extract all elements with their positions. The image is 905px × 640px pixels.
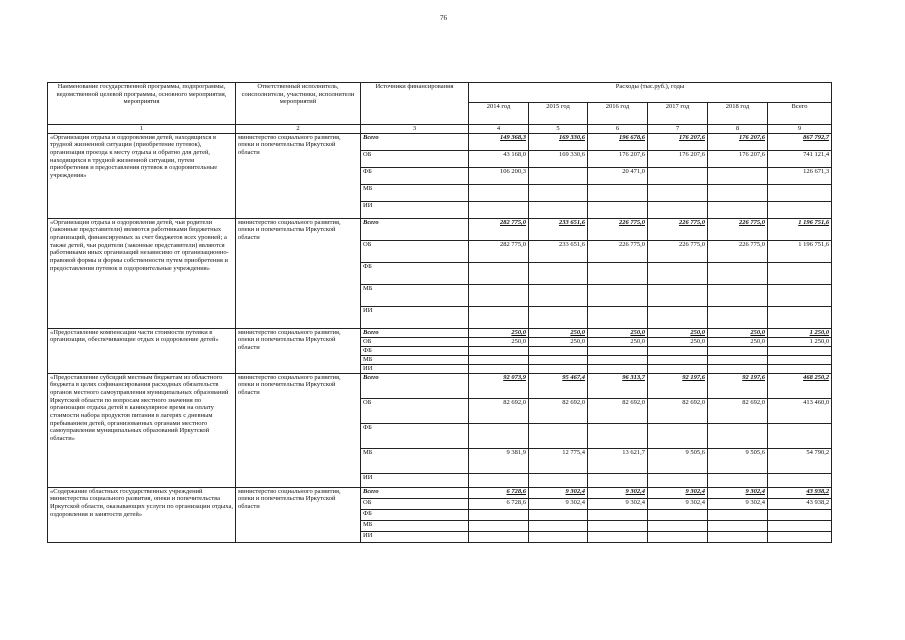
year-value <box>529 355 588 364</box>
total-value: 741 121,4 <box>768 150 832 167</box>
year-value: 9 302,4 <box>648 487 708 498</box>
header-year: 2015 год <box>529 103 588 125</box>
year-value: 250,0 <box>529 337 588 346</box>
year-value: 250,0 <box>469 328 529 337</box>
year-value: 82 692,0 <box>648 398 708 423</box>
year-value: 226 775,0 <box>588 240 648 262</box>
total-value <box>768 364 832 373</box>
year-value: 92 197,6 <box>648 373 708 398</box>
col-number: 7 <box>648 125 708 134</box>
activity-name: «Содержание областных государственных учреждений министерства социального развития, опеки и попечительства Иркутской области, оказывающих услуги по организации отдыха, оздоровления и занятости детей» <box>48 487 236 542</box>
year-value: 233 651,6 <box>529 240 588 262</box>
year-value <box>588 364 648 373</box>
total-value <box>768 473 832 487</box>
total-value <box>768 520 832 531</box>
year-value: 82 692,0 <box>469 398 529 423</box>
funding-source: ФБ <box>361 423 469 448</box>
col-number: 8 <box>708 125 768 134</box>
year-value <box>469 364 529 373</box>
year-value <box>529 346 588 355</box>
year-value: 176 207,6 <box>648 150 708 167</box>
year-value <box>469 284 529 306</box>
year-value <box>469 531 529 542</box>
year-value: 226 775,0 <box>648 240 708 262</box>
header-name: Наименование государственной программы, подпрограммы, ведомственной целевой программы, основного мероприятия, мероприятия <box>48 83 236 125</box>
col-number: 1 <box>48 125 236 134</box>
year-value <box>708 346 768 355</box>
funding-source: ОБ <box>361 498 469 509</box>
col-number: 9 <box>768 125 832 134</box>
year-value: 250,0 <box>708 337 768 346</box>
funding-source: ФБ <box>361 509 469 520</box>
total-value: 1 250,0 <box>768 337 832 346</box>
year-value: 176 207,6 <box>588 150 648 167</box>
total-value: 43 938,2 <box>768 487 832 498</box>
year-value <box>469 201 529 218</box>
year-value <box>708 284 768 306</box>
year-value <box>529 167 588 184</box>
total-value: 126 671,3 <box>768 167 832 184</box>
year-value <box>469 346 529 355</box>
year-value: 9 302,4 <box>648 498 708 509</box>
year-value: 106 200,3 <box>469 167 529 184</box>
year-value: 9 505,6 <box>708 448 768 473</box>
year-value <box>648 284 708 306</box>
header-sources: Источники финансирования <box>361 83 469 125</box>
year-value: 250,0 <box>648 328 708 337</box>
total-value <box>768 306 832 328</box>
total-value: 1 196 751,6 <box>768 218 832 240</box>
year-value: 226 775,0 <box>708 218 768 240</box>
year-value <box>529 364 588 373</box>
year-value <box>648 184 708 201</box>
year-value <box>588 520 648 531</box>
activity-name: «Предоставление субсидий местным бюджетам из областного бюджета в целях софинансирования расходных обязательств органов местного самоуправления муниципальных образований Иркутской области по вопросам местного значения по организации отдыха детей в каникулярное время на оплату стоимости набора продуктов питания в лагерях с дневным пребыванием детей, организованных органами местного самоуправления муниципальных образований Иркутской области» <box>48 373 236 487</box>
total-value: 413 460,0 <box>768 398 832 423</box>
year-value <box>529 473 588 487</box>
year-value: 149 368,3 <box>469 133 529 150</box>
col-number: 6 <box>588 125 648 134</box>
year-value: 6 728,6 <box>469 498 529 509</box>
year-value <box>708 184 768 201</box>
year-value <box>708 355 768 364</box>
total-value <box>768 284 832 306</box>
year-value: 9 302,4 <box>708 498 768 509</box>
year-value: 9 505,6 <box>648 448 708 473</box>
year-value: 12 775,4 <box>529 448 588 473</box>
year-value: 282 775,0 <box>469 218 529 240</box>
total-value: 54 790,2 <box>768 448 832 473</box>
year-value <box>588 262 648 284</box>
year-value: 96 313,7 <box>588 373 648 398</box>
year-value <box>708 306 768 328</box>
year-value <box>708 262 768 284</box>
funding-source: МБ <box>361 184 469 201</box>
year-value <box>588 509 648 520</box>
funding-source: Всего <box>361 328 469 337</box>
funding-source: ОБ <box>361 337 469 346</box>
year-value: 13 621,7 <box>588 448 648 473</box>
year-value <box>648 262 708 284</box>
year-value: 9 381,9 <box>469 448 529 473</box>
header-year: 2017 год <box>648 103 708 125</box>
activity-name: «Организация отдыха и оздоровления детей, чьи родители (законные представители) являются работниками бюджетных организаций, финансируемых за счет бюджетов всех уровней; а также детей, чьи родители (законные представители) являются работниками иных организаций независимо от организационно-правовой формы и формы собственности путем приобретения и предоставления путевок в оздоровительные учреждения» <box>48 218 236 328</box>
year-value <box>469 509 529 520</box>
total-value <box>768 509 832 520</box>
year-value: 95 467,4 <box>529 373 588 398</box>
year-value <box>469 262 529 284</box>
year-value <box>529 520 588 531</box>
funding-source: Всего <box>361 133 469 150</box>
year-value: 176 207,6 <box>708 150 768 167</box>
year-value <box>708 509 768 520</box>
year-value: 250,0 <box>529 328 588 337</box>
funding-source: МБ <box>361 448 469 473</box>
year-value <box>529 509 588 520</box>
year-value: 250,0 <box>588 328 648 337</box>
total-value <box>768 531 832 542</box>
table-row <box>48 133 832 150</box>
year-value <box>469 184 529 201</box>
funding-source: ФБ <box>361 167 469 184</box>
year-value <box>469 473 529 487</box>
activity-executor: министерство социального развития, опеки и попечительства Иркутской области <box>236 487 361 542</box>
funding-source: МБ <box>361 520 469 531</box>
col-number: 2 <box>236 125 361 134</box>
total-value <box>768 201 832 218</box>
table-row <box>48 373 832 398</box>
table-row <box>48 487 832 498</box>
col-number: 4 <box>469 125 529 134</box>
funding-source: ИИ <box>361 531 469 542</box>
header-executor: Ответственный исполнитель, соисполнители, участники, исполнители мероприятий <box>236 83 361 125</box>
year-value <box>529 423 588 448</box>
funding-source: ФБ <box>361 346 469 355</box>
year-value: 226 775,0 <box>648 218 708 240</box>
funding-source: ОБ <box>361 398 469 423</box>
year-value: 226 775,0 <box>588 218 648 240</box>
total-value <box>768 184 832 201</box>
page-number: 76 <box>440 14 447 22</box>
year-value: 176 207,6 <box>708 133 768 150</box>
year-value: 196 678,6 <box>588 133 648 150</box>
year-value <box>588 423 648 448</box>
year-value: 250,0 <box>469 337 529 346</box>
budget-table <box>47 82 832 543</box>
total-value <box>768 423 832 448</box>
year-value: 176 207,6 <box>648 133 708 150</box>
year-value <box>469 355 529 364</box>
year-value <box>648 473 708 487</box>
year-value <box>648 167 708 184</box>
funding-source: ФБ <box>361 262 469 284</box>
year-value: 233 651,6 <box>529 218 588 240</box>
activity-executor: министерство социального развития, опеки и попечительства Иркутской области <box>236 328 361 373</box>
year-value: 82 692,0 <box>708 398 768 423</box>
funding-source: ИИ <box>361 306 469 328</box>
year-value: 250,0 <box>648 337 708 346</box>
header-year: 2014 год <box>469 103 529 125</box>
year-value: 82 692,0 <box>588 398 648 423</box>
year-value: 43 168,0 <box>469 150 529 167</box>
year-value <box>648 520 708 531</box>
activity-executor: министерство социального развития, опеки и попечительства Иркутской области <box>236 133 361 218</box>
activity-name: «Организация отдыха и оздоровления детей, находящихся в трудной жизненной ситуации (приобретение путевок), организация проезда к месту отдыха и обратно для детей, находящихся в трудной жизненной ситуации, путем приобретения и предоставления путевок в оздоровительные учреждения» <box>48 133 236 218</box>
funding-source: ИИ <box>361 364 469 373</box>
year-value <box>588 201 648 218</box>
total-value <box>768 355 832 364</box>
year-value: 282 775,0 <box>469 240 529 262</box>
table-row <box>48 218 832 240</box>
activity-name: «Предоставление компенсации части стоимости путевки в организации, обеспечивающие отдых и оздоровление детей» <box>48 328 236 373</box>
year-value <box>529 306 588 328</box>
year-value: 6 728,6 <box>469 487 529 498</box>
activity-executor: министерство социального развития, опеки и попечительства Иркутской области <box>236 373 361 487</box>
year-value: 9 302,4 <box>529 487 588 498</box>
funding-source: МБ <box>361 355 469 364</box>
year-value <box>529 284 588 306</box>
funding-source: ИИ <box>361 201 469 218</box>
year-value <box>648 531 708 542</box>
funding-source: Всего <box>361 373 469 398</box>
funding-source: Всего <box>361 487 469 498</box>
year-value: 9 302,4 <box>588 498 648 509</box>
header-expenses: Расходы (тыс.руб.), годы <box>469 83 832 103</box>
year-value: 9 302,4 <box>529 498 588 509</box>
header-year: 2018 год <box>708 103 768 125</box>
year-value <box>588 306 648 328</box>
year-value <box>708 520 768 531</box>
funding-source: Всего <box>361 218 469 240</box>
year-value <box>469 423 529 448</box>
header-year: 2016 год <box>588 103 648 125</box>
year-value <box>648 509 708 520</box>
year-value: 169 330,6 <box>529 133 588 150</box>
year-value <box>708 167 768 184</box>
activity-executor: министерство социального развития, опеки и попечительства Иркутской области <box>236 218 361 328</box>
year-value <box>708 423 768 448</box>
funding-source: ИИ <box>361 473 469 487</box>
year-value <box>708 531 768 542</box>
header-total: Всего <box>768 103 832 125</box>
year-value: 20 471,0 <box>588 167 648 184</box>
year-value: 169 330,6 <box>529 150 588 167</box>
year-value <box>469 306 529 328</box>
year-value <box>529 262 588 284</box>
year-value: 9 302,4 <box>588 487 648 498</box>
total-value: 1 196 751,6 <box>768 240 832 262</box>
year-value <box>588 346 648 355</box>
year-value: 250,0 <box>708 328 768 337</box>
year-value <box>529 184 588 201</box>
funding-source: ОБ <box>361 240 469 262</box>
year-value <box>469 520 529 531</box>
year-value <box>588 184 648 201</box>
year-value <box>588 284 648 306</box>
year-value <box>588 473 648 487</box>
year-value <box>648 346 708 355</box>
col-number: 3 <box>361 125 469 134</box>
col-number: 5 <box>529 125 588 134</box>
funding-source: ОБ <box>361 150 469 167</box>
total-value: 468 250,2 <box>768 373 832 398</box>
year-value <box>708 201 768 218</box>
total-value: 1 250,0 <box>768 328 832 337</box>
year-value: 250,0 <box>588 337 648 346</box>
year-value <box>529 531 588 542</box>
year-value: 92 073,9 <box>469 373 529 398</box>
year-value: 9 302,4 <box>708 487 768 498</box>
year-value <box>648 364 708 373</box>
total-value <box>768 346 832 355</box>
total-value: 867 792,7 <box>768 133 832 150</box>
year-value: 226 775,0 <box>708 240 768 262</box>
year-value <box>648 355 708 364</box>
year-value <box>648 201 708 218</box>
year-value <box>588 531 648 542</box>
year-value <box>588 355 648 364</box>
year-value: 92 197,6 <box>708 373 768 398</box>
year-value <box>708 364 768 373</box>
year-value: 82 692,0 <box>529 398 588 423</box>
year-value <box>708 473 768 487</box>
total-value: 43 938,2 <box>768 498 832 509</box>
year-value <box>648 423 708 448</box>
year-value <box>648 306 708 328</box>
table-row <box>48 328 832 337</box>
funding-source: МБ <box>361 284 469 306</box>
total-value <box>768 262 832 284</box>
year-value <box>529 201 588 218</box>
